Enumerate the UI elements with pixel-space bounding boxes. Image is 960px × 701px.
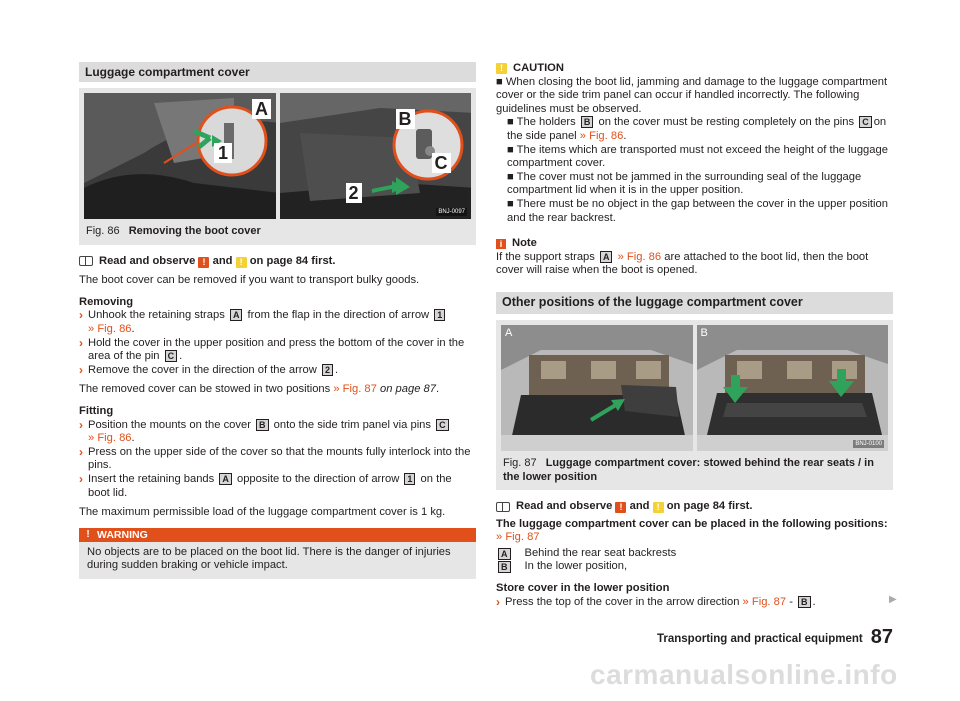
- section-title: Luggage compartment cover: [79, 62, 476, 82]
- note-heading: [496, 237, 893, 251]
- key-a: A: [600, 251, 613, 263]
- figure-title: Luggage compartment cover: stowed behind the rear seats / in the lower position: [503, 456, 874, 483]
- fitting-step-2: › Press on the upper side of the cover so that the mounts fully interlock into the pins.: [79, 444, 471, 472]
- warning-icon: !: [198, 257, 209, 268]
- caution-bullet-4: ■ The cover must not be jammed in the surrounding seal of the luggage compartment lid when it is in the upper position.: [507, 170, 862, 197]
- fig-reference-link[interactable]: » Fig. 87: [742, 595, 787, 608]
- caution-icon: !: [653, 502, 664, 513]
- warning-box: [79, 528, 476, 579]
- figure-86-image-right: [280, 93, 472, 219]
- figure-87-label-b: B: [700, 326, 708, 339]
- page-footer: [610, 627, 893, 647]
- read-observe: [79, 255, 476, 269]
- key-b: B: [798, 596, 811, 608]
- fig-reference-link[interactable]: » Fig. 86: [579, 129, 624, 142]
- callout-c: C: [432, 153, 451, 173]
- stowed-text: The removed cover can be stowed in two positions » Fig. 87 on page 87.: [79, 383, 440, 396]
- figure-code: BNJ-0097: [438, 209, 465, 215]
- key-b: B: [581, 116, 594, 128]
- read-observe-and: and: [212, 254, 233, 267]
- read-observe-page: on page 84 first.: [249, 254, 336, 267]
- caution-bullet-3: ■ The items which are transported must not exceed the height of the luggage compartment cover.: [507, 143, 888, 170]
- fitting-step-1: › Position the mounts on the cover B onto the side trim panel via pins C » Fig. 86.: [79, 419, 476, 446]
- key-b: B: [498, 561, 511, 573]
- read-observe-text: Read and observe: [99, 254, 196, 267]
- caution-icon: !: [236, 257, 247, 268]
- caution-bullet-2: ■ The holders B on the cover must be resting completely on the pins C on the side panel » Fig. 86.: [507, 116, 887, 142]
- footer-title: Transporting and practical equipment: [656, 633, 863, 646]
- key-2: 2: [322, 364, 333, 376]
- figure-title: Removing the boot cover: [128, 225, 261, 237]
- removing-step-1: › Unhook the retaining straps A from the flap in the direction of arrow 1 » Fig. 86.: [79, 309, 476, 336]
- figure-86-image-left: [84, 93, 276, 219]
- info-icon: i: [496, 239, 506, 249]
- positions-list: [496, 547, 893, 574]
- caution-heading: [496, 62, 893, 76]
- list-item: B In the lower position,: [496, 560, 893, 574]
- caution-icon: !: [496, 63, 507, 74]
- removing-step-2: › Hold the cover in the upper position and press the bottom of the cover in the area of the pin C .: [79, 335, 465, 363]
- fitting-heading: Fitting: [79, 404, 114, 417]
- removing-heading: Removing: [79, 295, 134, 308]
- fig-reference-link[interactable]: » Fig. 87: [333, 383, 377, 396]
- intro-text: The boot cover can be removed if you want to transport bulky goods.: [79, 274, 420, 287]
- read-observe-page: on page 84 first.: [666, 500, 753, 513]
- left-column: [79, 62, 476, 579]
- book-icon: [496, 502, 510, 512]
- section-title-2: Other positions of the luggage compartment cover: [496, 292, 893, 314]
- note-label: Note: [512, 237, 537, 250]
- warning-icon: !: [615, 502, 626, 513]
- callout-1: 1: [214, 143, 232, 163]
- warning-text: No objects are to be placed on the boot lid. There is the danger of injuries during sudden braking or vehicle impact.: [87, 545, 451, 572]
- figure-code: BNJ-0100: [855, 440, 882, 447]
- callout-2: 2: [346, 183, 362, 203]
- fig-reference-link[interactable]: » Fig. 87: [496, 531, 540, 544]
- caution-bullet-1: ■ When closing the boot lid, jamming and damage to the luggage compartment cover or the side trim panel can occur if handled incorrectly. The following guidelines must be observed.: [496, 75, 888, 115]
- key-a: A: [230, 309, 243, 321]
- watermark: carmanualsonline.info: [590, 659, 898, 690]
- figure-87-caption: [501, 457, 888, 484]
- removing-step-3: › Remove the cover in the direction of the arrow 2 .: [79, 362, 339, 377]
- fig-reference-link[interactable]: » Fig. 86: [88, 322, 132, 335]
- store-step-1: › Press the top of the cover in the arrow direction » Fig. 87 - B .: [496, 594, 816, 609]
- callout-a: A: [252, 99, 271, 119]
- figure-86: [79, 88, 476, 245]
- right-column: [496, 62, 893, 609]
- figure-87: [496, 320, 893, 490]
- list-item: A Behind the rear seat backrests: [496, 547, 893, 561]
- fig-reference-link[interactable]: » Fig. 86: [617, 250, 662, 263]
- callout-b: B: [396, 109, 415, 129]
- page-number: 87: [870, 626, 893, 648]
- key-c: C: [436, 419, 449, 431]
- caution-bullet-5: ■ There must be no object in the gap between the cover in the upper position and the rear backrest.: [507, 197, 888, 224]
- continue-arrow-icon: ▶: [889, 594, 897, 605]
- figure-87-image-b: [697, 325, 889, 451]
- figure-87-image-a: [501, 325, 693, 451]
- key-a: A: [498, 548, 511, 560]
- warning-label: WARNING: [97, 528, 148, 541]
- key-b: B: [256, 419, 269, 431]
- figure-number: Fig. 87: [503, 456, 537, 469]
- max-load-text: The maximum permissible load of the luggage compartment cover is 1 kg.: [79, 506, 446, 519]
- positions-intro: The luggage compartment cover can be placed in the following positions:: [496, 517, 888, 530]
- caution-label: CAUTION: [513, 62, 564, 74]
- store-heading: Store cover in the lower position: [496, 582, 670, 595]
- note-text: If the support straps A » Fig. 86 are attached to the boot lid, then the boot cover will raise when the boot is opened.: [496, 250, 869, 277]
- key-1: 1: [404, 473, 415, 485]
- read-observe-and: and: [629, 500, 650, 513]
- read-observe: [496, 500, 893, 514]
- key-a: A: [219, 473, 232, 485]
- figure-87-label-a: A: [505, 326, 513, 339]
- figure-number: Fig. 86: [86, 225, 120, 237]
- fig-reference-link[interactable]: » Fig. 86: [88, 432, 132, 445]
- book-icon: [79, 256, 93, 266]
- key-c: C: [165, 350, 178, 362]
- fitting-step-3: › Insert the retaining bands A opposite to the direction of arrow 1 on the boot lid.: [79, 471, 452, 499]
- warning-icon: !: [86, 528, 90, 540]
- read-observe-text: Read and observe: [516, 500, 613, 513]
- key-c: C: [859, 116, 872, 128]
- key-1: 1: [434, 309, 445, 321]
- figure-86-caption: [84, 225, 471, 239]
